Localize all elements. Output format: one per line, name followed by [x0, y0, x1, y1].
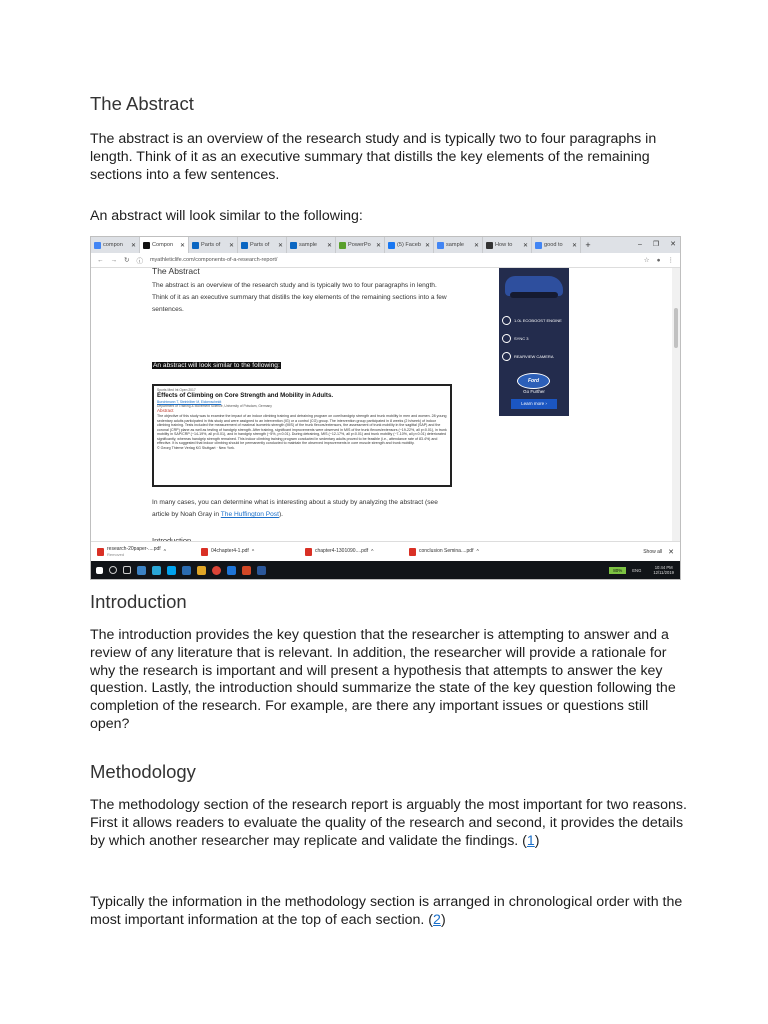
tab-label: How to	[495, 242, 513, 248]
edge-icon[interactable]	[227, 566, 236, 575]
tab-label: sample	[299, 242, 318, 248]
close-tab-icon[interactable]: ✕	[130, 242, 136, 249]
search-icon[interactable]	[109, 566, 117, 574]
pdf-file-icon	[409, 548, 416, 556]
abstract-paragraph: The abstract is an overview of the research study and is typically two to four paragraphs in length. Think of it as an executive summary that distills the key elements of the remaining sections into a few sentences.	[90, 131, 657, 183]
close-tab-icon[interactable]: ✕	[277, 242, 283, 249]
windows-start-icon[interactable]	[96, 567, 103, 574]
browser-tab[interactable]	[189, 237, 238, 253]
windows-taskbar	[91, 561, 680, 579]
tab-label: Compon	[152, 242, 174, 248]
download-status: Removed	[107, 551, 125, 557]
tab-label: Parts of	[201, 242, 221, 248]
tab-label: (5) Faceb	[397, 242, 421, 248]
downloads-bar	[91, 541, 680, 561]
download-item[interactable]	[195, 547, 299, 557]
browser-tab[interactable]	[336, 237, 385, 253]
menu-icon[interactable]: ⋮	[667, 257, 674, 264]
abstract-example-box	[152, 384, 452, 487]
close-tab-icon[interactable]: ✕	[473, 242, 479, 249]
citation-link-1[interactable]: 1	[526, 832, 535, 849]
abstract-label: Abstract	[157, 408, 174, 413]
show-all-button[interactable]: Show all	[643, 548, 663, 555]
ford-advertisement[interactable]: 1.0L ECOBOOST ENGINE SYNC 3 REARVIEW CAMERA Ford Go Further Learn more ›	[499, 268, 569, 416]
introduction-paragraph: The introduction provides the key question that the researcher is attempting to answer and a review of any literature that is relevant. In addition, the researcher will provide a rationale for why the research is important and will present a hypothesis that attempts to answer the key question. Lastly, the introduction should summarize the state of the key question following the completion of the research. For example, are there any important issues or questions still open?	[90, 627, 676, 732]
methodology-paragraph-1: The methodology section of the research report is arguably the most important for two reasons. First it allows readers to evaluate the quality of the research and second, it provides the details by which another researcher may replicate and validate the findings. (1)	[90, 797, 687, 849]
abstract-heading: The Abstract	[90, 93, 194, 114]
close-tab-icon[interactable]: ✕	[571, 242, 577, 249]
browser-tab[interactable]	[532, 237, 581, 253]
abstract-department: Department of Training & Movement Science, University of Potsdam, Germany	[157, 404, 272, 408]
tab-label: PowerPo	[348, 242, 371, 248]
inner-highlighted-text: An abstract will look similar to the following:	[153, 362, 280, 369]
download-filename: chapter4-1301090....pdf	[315, 548, 369, 554]
citation-link-2[interactable]: 2	[433, 911, 441, 928]
browser-tab[interactable]	[434, 237, 483, 253]
abstract-source: Sports Med Int Open 2017	[157, 388, 196, 392]
file-explorer-icon[interactable]	[197, 566, 206, 575]
download-item[interactable]	[299, 547, 403, 557]
tab-label: sample	[446, 242, 465, 248]
browser-tab-bar	[91, 237, 680, 253]
task-view-icon[interactable]	[123, 566, 131, 574]
window-controls	[638, 237, 676, 253]
browser-tab[interactable]	[483, 237, 532, 253]
pdf-file-icon	[97, 548, 104, 556]
close-tab-icon[interactable]: ✕	[228, 242, 234, 249]
site-icon	[143, 242, 150, 249]
linkedin-icon	[241, 242, 248, 249]
close-tab-icon[interactable]: ✕	[375, 242, 381, 249]
new-tab-icon[interactable]: +	[585, 240, 591, 250]
store-icon[interactable]	[152, 566, 161, 575]
close-tab-icon[interactable]: ✕	[179, 242, 185, 249]
browser-tab[interactable]	[385, 237, 434, 253]
pdf-file-icon	[201, 548, 208, 556]
methodology-heading: Methodology	[90, 761, 196, 782]
word-icon[interactable]	[257, 566, 266, 575]
tab-label: good to	[544, 242, 563, 248]
powerpoint-icon	[339, 242, 346, 249]
huffington-post-link[interactable]: The Huffington Post	[220, 511, 279, 518]
sync-icon	[502, 334, 511, 343]
close-window-icon[interactable]: ✕	[670, 241, 676, 248]
inner-paragraph-2: In many cases, you can determine what is interesting about a study by analyzing the abstract (see article by Noah Gray in The Huffington Post).	[152, 499, 438, 518]
google-icon	[94, 242, 101, 249]
abstract-title: Effects of Climbing on Core Strength and Mobility in Adults.	[157, 392, 334, 399]
lock-icon: ⓘ	[136, 257, 143, 265]
linkedin-icon	[290, 242, 297, 249]
inner-page-heading: The Abstract	[152, 266, 200, 276]
clock[interactable]: 10:44 PM 12/11/2019	[653, 565, 674, 575]
scrollbar-thumb[interactable]	[674, 308, 678, 348]
bookmark-star-icon[interactable]: ☆	[643, 257, 650, 264]
ford-logo: Ford	[517, 373, 550, 389]
inner-abstract-paragraph: The abstract is an overview of the research study and is typically two to four paragraphs in length. Think of it as an executive summary that distills the key elements of the remaining sections into a few sentences.	[152, 282, 447, 313]
scrollbar[interactable]	[672, 268, 680, 541]
facebook-icon	[388, 242, 395, 249]
download-item[interactable]	[91, 547, 195, 557]
profile-icon[interactable]: ●	[656, 256, 661, 264]
linkedin-icon	[192, 242, 199, 249]
chrome-icon[interactable]	[212, 566, 221, 575]
browser-tab[interactable]	[91, 237, 140, 253]
google-icon	[535, 242, 542, 249]
browser-tab[interactable]	[140, 237, 189, 253]
browser-tab[interactable]	[238, 237, 287, 253]
download-filename: conclusion Semina....pdf	[419, 548, 474, 554]
forward-icon[interactable]: →	[110, 256, 117, 264]
url-field[interactable]: myathleticlife.com/components-of-a-research-report/	[149, 257, 278, 263]
introduction-heading: Introduction	[90, 591, 187, 612]
close-tab-icon[interactable]: ✕	[326, 242, 332, 249]
embedded-browser-screenshot	[90, 236, 681, 580]
close-tab-icon[interactable]: ✕	[522, 242, 528, 249]
browser-tab[interactable]	[287, 237, 336, 253]
pdf-file-icon	[305, 548, 312, 556]
download-item[interactable]	[403, 547, 507, 557]
shield-icon[interactable]	[182, 566, 191, 575]
engine-icon	[502, 316, 511, 325]
site-icon	[486, 242, 493, 249]
chevron-up-icon[interactable]: ^	[476, 548, 479, 555]
back-icon[interactable]: ←	[97, 256, 104, 264]
lync-icon[interactable]	[167, 566, 176, 575]
download-filename: 04chapter4-1.pdf	[211, 548, 249, 554]
abstract-authors[interactable]: Buechtmann T, Steinhilber M, Eickenscheidt	[157, 400, 222, 404]
tab-label: compon	[103, 242, 123, 248]
close-downloads-icon[interactable]: ✕	[668, 548, 674, 556]
chevron-up-icon[interactable]: ^	[251, 548, 255, 555]
abstract-copyright: © Georg Thieme Verlag KG Stuttgart · New York.	[157, 445, 235, 450]
learn-more-button[interactable]: Learn more ›	[511, 399, 557, 409]
car-image	[505, 276, 563, 296]
calculator-icon[interactable]	[137, 566, 146, 575]
chevron-up-icon[interactable]: ^	[371, 548, 374, 555]
methodology-paragraph-2: Typically the information in the methodology section is arranged in chronological order with the most important information at the top of each section. (2)	[90, 894, 683, 928]
abstract-intro-text: An abstract will look similar to the following:	[90, 208, 363, 224]
download-filename: research-20paper-....pdf	[107, 545, 161, 552]
reload-icon[interactable]: ↻	[124, 257, 130, 264]
page-content	[91, 268, 680, 541]
battery-indicator[interactable]: 80%	[609, 567, 626, 574]
chevron-up-icon[interactable]: ^	[163, 548, 166, 555]
abstract-body: The objective of this study was to examine the impact of an indoor climbing training and detraining program on core/handgrip strength and trunk mobility in men and women. 28 young sedentary adults participated in this study and were assigned to an intervention (IG) or a control (CG) group. The intervention group participated in 8 weeks (2 h/week) of indoor climbing training. Tests included the measurement of maximal isometric strength (MIS) of the trunk flexors/extensors, the assessment of trunk mobility in the sagittal (SAP) and the coronal (CRP) plane as well as testing of handgrip strength. After training, significant improvements were observed in MIS of the trunk flexors/extensors (~19-22%, all p<0.01), in trunk mobility in SAP/CRP (~14-19%, all p<0.01), and in handgrip strength (~5%, p<0.01). During detraining, MIS (~12-17%, all p<0.01) and trunk mobility (~7-10%, all p<0.01) deteriorated significantly, whereas handgrip strength remained. This indoor climbing training program conducted in sedentary adults proved to be feasible (i.e., attendance rate of 83.4%) and effective. It is suggested that indoor climbing should be permanently conducted to maintain the observed improvements in core muscle strength and trunk mobility.	[157, 414, 447, 445]
ad-tagline: Go Further	[523, 389, 545, 394]
powerpoint-icon[interactable]	[242, 566, 251, 575]
language-indicator[interactable]: ENG	[632, 567, 642, 573]
google-icon	[437, 242, 444, 249]
minimize-icon[interactable]: –	[637, 241, 642, 248]
tab-label: Parts of	[250, 242, 270, 248]
close-tab-icon[interactable]: ✕	[424, 242, 430, 249]
restore-icon[interactable]: ❐	[652, 241, 660, 248]
camera-icon	[502, 352, 511, 361]
